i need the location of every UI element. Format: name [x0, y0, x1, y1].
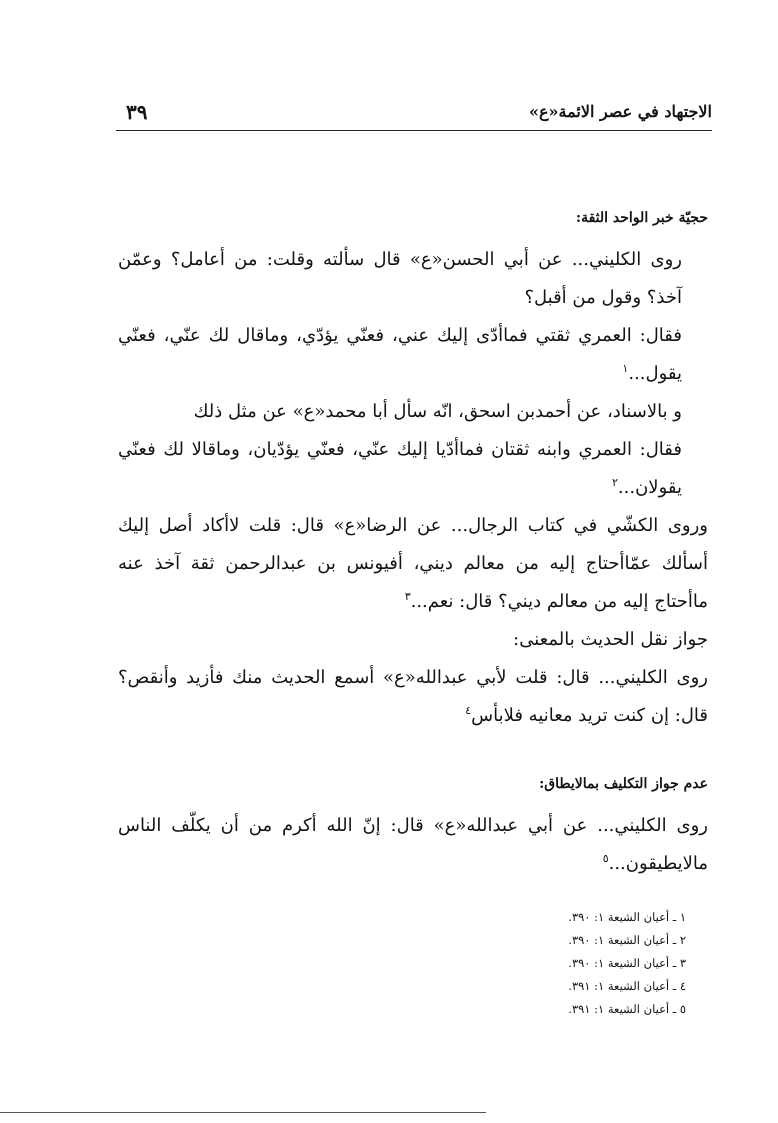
paragraph-text: روى الكليني... قال: قلت لأبي عبدالله«ع» أسمع الحديث منك فأزيد وأنقص؟ قال: إن كنت تريد معانيه فلابأس: [118, 667, 708, 726]
section-heading: عدم جواز التكليف بمالايطاق:: [539, 776, 708, 792]
footnote: ٢ ـ أعيان الشيعة ١: ٣٩٠.: [568, 933, 686, 947]
footnotes: [386, 906, 686, 1021]
page-header: [116, 100, 712, 130]
footnote-ref: ٣: [404, 590, 411, 603]
section-heading: حجيّة خبر الواحد الثقة:: [575, 210, 708, 226]
header-rule: [116, 130, 712, 131]
paragraph: [118, 431, 708, 507]
paragraph: [118, 507, 708, 621]
body-text: [118, 205, 708, 883]
footnote: ٥ ـ أعيان الشيعة ١: ٣٩١.: [568, 1002, 686, 1016]
paragraph: [118, 621, 708, 659]
footnote: ٤ ـ أعيان الشيعة ١: ٣٩١.: [568, 979, 686, 993]
paragraph: [118, 807, 708, 883]
footnote-ref: ٢: [612, 476, 618, 489]
paragraph-text: وروى الكشّي في كتاب الرجال... عن الرضا«ع» قال: قلت لاأكاد أصل إليك أسألك عمّاأحتاج إليه من معالم ديني، أفيونس بن عبدالرحمن ثقة آخذ عنه ماأحتاج إليه من معالم ديني؟ قال: نعم...: [118, 515, 708, 612]
paragraph-text: فقال: العمري وابنه ثقتان فماأدّيا إليك عنّي، فعنّي يؤدّيان، وماقالا لك فعنّي يقولان...: [118, 439, 682, 498]
footnote-ref: ٥: [602, 852, 609, 865]
paragraph-text: فقال: العمري ثقتي فماأدّى إليك عني، فعنّي يؤدّي، وماقال لك عنّي، فعنّي يقول...: [118, 325, 682, 384]
page-number: ٣٩: [126, 100, 148, 124]
paragraph: [118, 317, 708, 393]
paragraph: [118, 393, 708, 431]
paragraph: [118, 659, 708, 735]
paragraph-text: و بالاسناد، عن أحمدبن اسحق، انّه سأل أبا محمد«ع» عن مثل ذلك: [193, 401, 682, 422]
paragraph-text: روى الكليني... عن أبي عبدالله«ع» قال: إنّ الله أكرم من أن يكلّف الناس مالايطيقون...: [118, 815, 708, 874]
paragraph: [118, 241, 708, 317]
footnote-ref: ٤: [465, 704, 472, 717]
footnote: ١ ـ أعيان الشيعة ١: ٣٩٠.: [568, 910, 686, 924]
footnote-ref: ١: [622, 362, 629, 375]
paragraph-text: روى الكليني... عن أبي الحسن«ع» قال سألته وقلت: من أعامل؟ وعمّن آخذ؟ وقول من أقبل؟: [118, 249, 682, 308]
bottom-rule: [0, 1112, 486, 1113]
footnote: ٣ ـ أعيان الشيعة ١: ٣٩٠.: [568, 956, 686, 970]
running-title: الاجتهاد في عصر الائمة«ع»: [528, 102, 712, 121]
paragraph-text: جواز نقل الحديث بالمعنى:: [513, 629, 708, 650]
